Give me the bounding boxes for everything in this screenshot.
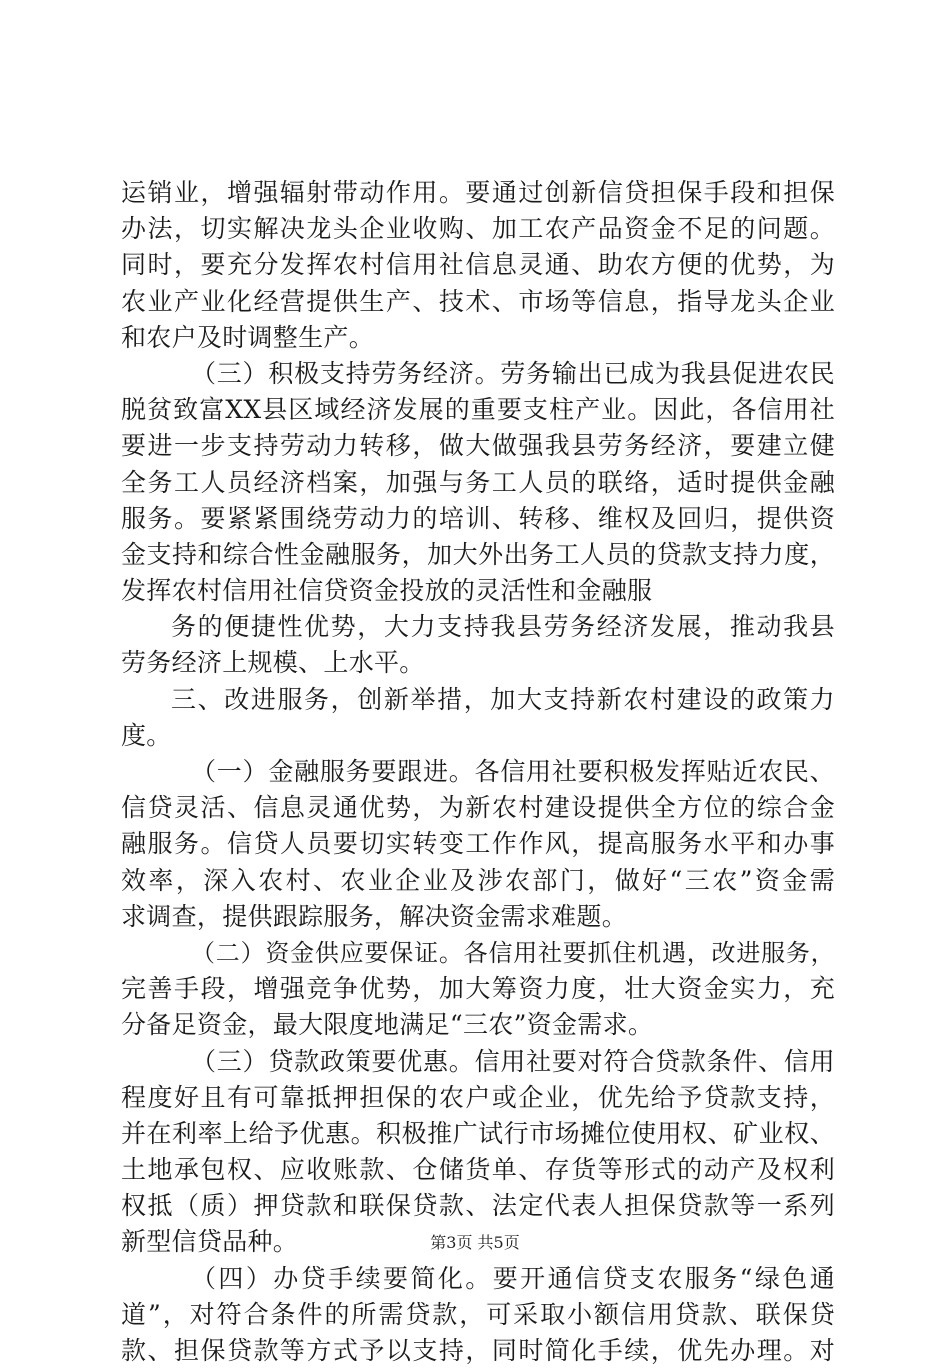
text-line: 分备足资金，最大限度地满足“三农”资金需求。: [121, 1010, 654, 1040]
text-line: 运销业，增强辐射带动作用。要通过创新信贷担保手段和担保: [121, 178, 835, 207]
text-line: 新型信贷品种。: [121, 1227, 299, 1257]
text-line: 道”，对符合条件的所需贷款，可采取小额信用贷款、联保贷: [121, 1299, 835, 1329]
text-line: 程度好且有可靠抵押担保的农户或企业，优先给予贷款支持，: [121, 1082, 835, 1112]
text-line: 脱贫致富XX县区域经济发展的重要支柱产业。因此，各信用社: [121, 395, 835, 425]
text-line: 要进一步支持劳动力转移，做大做强我县劳务经济，要建立健: [121, 431, 835, 461]
text-line: 全务工人员经济档案，加强与务工人员的联络，适时提供金融: [121, 467, 835, 497]
text-line: 效率，深入农村、农业企业及涉农部门，做好“三农”资金需: [121, 865, 835, 895]
text-line: （二）资金供应要保证。各信用社要抓住机遇，改进服务，: [191, 938, 835, 967]
text-line: 务的便捷性优势，大力支持我县劳务经济发展，推动我县: [171, 612, 835, 642]
text-line: 土地承包权、应收账款、仓储货单、存货等形式的动产及权利: [121, 1155, 835, 1185]
text-line: 融服务。信贷人员要切实转变工作作风，提高服务水平和办事: [121, 829, 835, 859]
text-line: 信贷灵活、信息灵通优势，为新农村建设提供全方位的综合金: [121, 793, 835, 823]
text-line: 和农户及时调整生产。: [121, 322, 375, 352]
text-line: 款、担保贷款等方式予以支持，同时简化手续，优先办理。对: [121, 1336, 835, 1365]
text-line: （一）金融服务要跟进。各信用社要积极发挥贴近农民、: [191, 757, 835, 786]
text-line: 求调查，提供跟踪服务，解决资金需求难题。: [121, 901, 628, 931]
text-line: 农业产业化经营提供生产、技术、市场等信息，指导龙头企业: [121, 286, 835, 316]
text-line: 发挥农村信用社信贷资金投放的灵活性和金融服: [121, 576, 653, 606]
text-line: 金支持和综合性金融服务，加大外出务工人员的贷款支持力度，: [121, 539, 835, 569]
text-line: （四）办贷手续要简化。要开通信贷支农服务“绿色通: [191, 1263, 835, 1293]
text-line: 劳务经济上规模、上水平。: [121, 648, 425, 678]
text-line: （三）贷款政策要优惠。信用社要对符合贷款条件、信用: [191, 1046, 835, 1076]
text-line: 度。: [121, 720, 172, 750]
text-line: 完善手段，增强竞争优势，加大筹资力度，壮大资金实力，充: [121, 974, 835, 1004]
page-footer: 第3页 共5页: [430, 1233, 520, 1252]
document-body: [121, 175, 835, 1369]
text-line: 并在利率上给予优惠。积极推广试行市场摊位使用权、矿业权、: [121, 1118, 835, 1148]
text-line: （三）积极支持劳务经济。劳务输出已成为我县促进农民: [191, 358, 835, 388]
text-line: 服务。要紧紧围绕劳动力的培训、转移、维权及回归，提供资: [121, 503, 835, 533]
text-line: 权抵（质）押贷款和联保贷款、法定代表人担保贷款等一系列: [121, 1191, 835, 1221]
text-line: 三、改进服务，创新举措，加大支持新农村建设的政策力: [171, 684, 835, 714]
text-line: 同时，要充分发挥农村信用社信息灵通、助农方便的优势，为: [121, 250, 835, 280]
text-line: 办法，切实解决龙头企业收购、加工农产品资金不足的问题。: [121, 214, 835, 244]
